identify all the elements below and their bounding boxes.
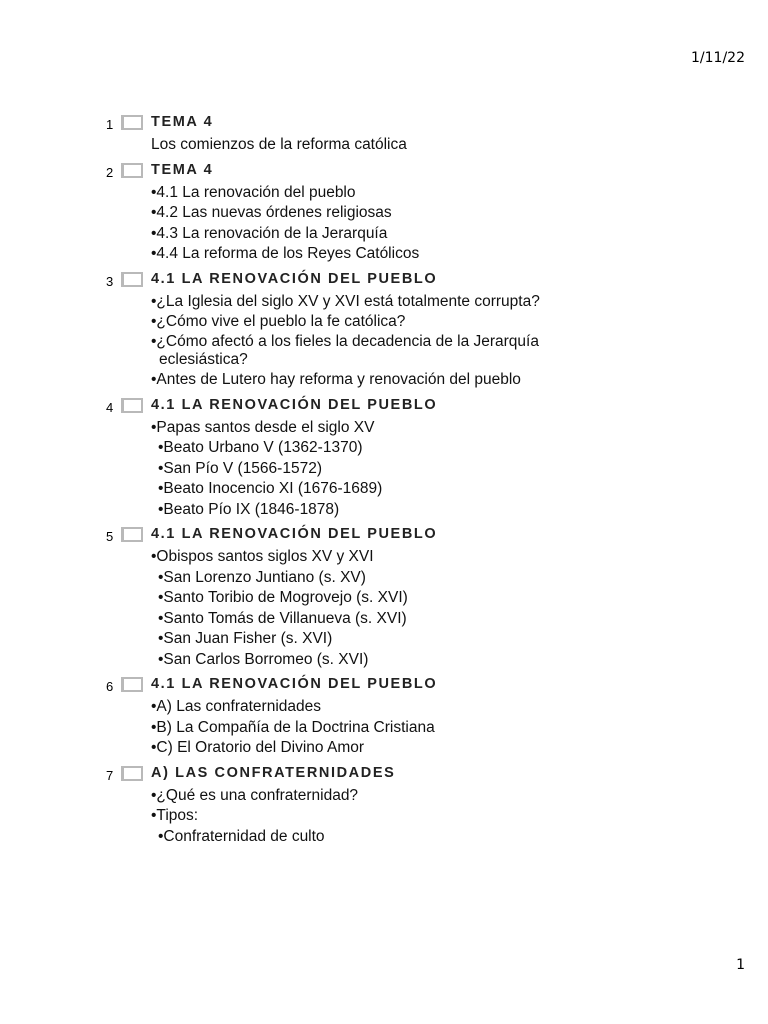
- bullet-item: •¿La Iglesia del siglo XV y XVI está totalmente corrupta?: [151, 292, 540, 310]
- slide-thumbnail-icon: [121, 766, 143, 781]
- slide-header: [106, 396, 706, 418]
- sub-bullet-item: •San Juan Fisher (s. XVI): [158, 630, 333, 647]
- slide-title: 4.1 LA RENOVACIÓN DEL PUEBLO: [151, 526, 438, 542]
- sub-bullet-item: •San Carlos Borromeo (s. XVI): [158, 650, 369, 668]
- sub-bullet-item: •Beato Pío IX (1846-1878): [158, 500, 340, 518]
- page-number: 1: [736, 957, 745, 973]
- slide-thumbnail-icon: [121, 272, 143, 287]
- bullet-item: eclesiástica?: [159, 350, 248, 368]
- bullet-item: •B) La Compañía de la Doctrina Cristiana: [151, 718, 435, 736]
- slide-entry: [106, 525, 706, 670]
- bullet-item: •¿Cómo afectó a los fieles la decadencia de la Jerarquía: [151, 332, 539, 350]
- slide-title: TEMA 4: [151, 161, 214, 178]
- slide-thumbnail-icon: [121, 677, 143, 692]
- slide-entry: [106, 161, 706, 265]
- sub-bullet-item: •San Pío V (1566-1572): [158, 459, 322, 477]
- slide-header: [106, 113, 706, 135]
- slide-number: 6: [106, 679, 114, 694]
- slide-bullet-list: [106, 697, 706, 759]
- slide-entry: [106, 396, 706, 521]
- slide-title: TEMA 4: [151, 114, 214, 130]
- slide-thumbnail-icon: [121, 115, 143, 130]
- bullet-item: •4.3 La renovación de la Jerarquía: [151, 224, 388, 242]
- slide-number: 1: [106, 117, 114, 132]
- slide-bullet-list: [106, 292, 706, 391]
- slide-bullet-list: [106, 135, 706, 156]
- bullet-item: •4.2 Las nuevas órdenes religiosas: [151, 204, 392, 221]
- slide-entry: [106, 764, 706, 848]
- slide-entry: [106, 675, 706, 759]
- slide-header: [106, 270, 706, 292]
- bullet-item: •4.1 La renovación del pueblo: [151, 183, 356, 201]
- bullet-item: •Papas santos desde el siglo XV: [151, 418, 375, 436]
- slide-title: 4.1 LA RENOVACIÓN DEL PUEBLO: [151, 396, 438, 413]
- bullet-item: •Obispos santos siglos XV y XVI: [151, 548, 374, 565]
- sub-bullet-item: •Confraternidad de culto: [158, 827, 325, 845]
- bullet-item: •4.4 La reforma de los Reyes Católicos: [151, 245, 420, 262]
- slide-number: 4: [106, 399, 114, 415]
- bullet-item: •C) El Oratorio del Divino Amor: [151, 739, 365, 756]
- slide-entry: [106, 113, 706, 156]
- slide-header: [106, 764, 706, 786]
- sub-bullet-item: •Santo Tomás de Villanueva (s. XVI): [158, 609, 407, 627]
- slide-header: [106, 675, 706, 697]
- sub-bullet-item: •Santo Toribio de Mogrovejo (s. XVI): [158, 589, 408, 606]
- sub-bullet-item: •Beato Urbano V (1362-1370): [158, 439, 363, 456]
- bullet-item: •Tipos:: [151, 807, 199, 824]
- slide-outline-list: [106, 113, 706, 852]
- slide-title: 4.1 LA RENOVACIÓN DEL PUEBLO: [151, 270, 438, 287]
- slide-bullet-list: [106, 786, 706, 848]
- slide-bullet-list: [106, 183, 706, 265]
- slide-number: 2: [106, 164, 114, 180]
- slide-entry: [106, 270, 706, 391]
- slide-thumbnail-icon: [121, 527, 143, 542]
- bullet-item: •¿Qué es una confraternidad?: [151, 786, 359, 804]
- bullet-item: •A) Las confraternidades: [151, 698, 321, 715]
- bullet-item: •¿Cómo vive el pueblo la fe católica?: [151, 313, 406, 330]
- slide-header: [106, 161, 706, 183]
- slide-header: [106, 525, 706, 547]
- slide-bullet-list: [106, 547, 706, 670]
- bullet-item: •Antes de Lutero hay reforma y renovación del pueblo: [151, 371, 521, 388]
- slide-title: 4.1 LA RENOVACIÓN DEL PUEBLO: [151, 676, 438, 692]
- slide-number: 5: [106, 529, 114, 544]
- print-date: 1/11/22: [691, 50, 745, 66]
- slide-thumbnail-icon: [121, 163, 143, 178]
- slide-number: 3: [106, 273, 114, 289]
- sub-bullet-item: •San Lorenzo Juntiano (s. XV): [158, 568, 366, 586]
- slide-bullet-list: [106, 418, 706, 521]
- bullet-item: Los comienzos de la reforma católica: [151, 136, 407, 153]
- slide-title: A) LAS CONFRATERNIDADES: [151, 764, 396, 781]
- slide-number: 7: [106, 767, 114, 783]
- slide-thumbnail-icon: [121, 398, 143, 413]
- sub-bullet-item: •Beato Inocencio XI (1676-1689): [158, 480, 383, 497]
